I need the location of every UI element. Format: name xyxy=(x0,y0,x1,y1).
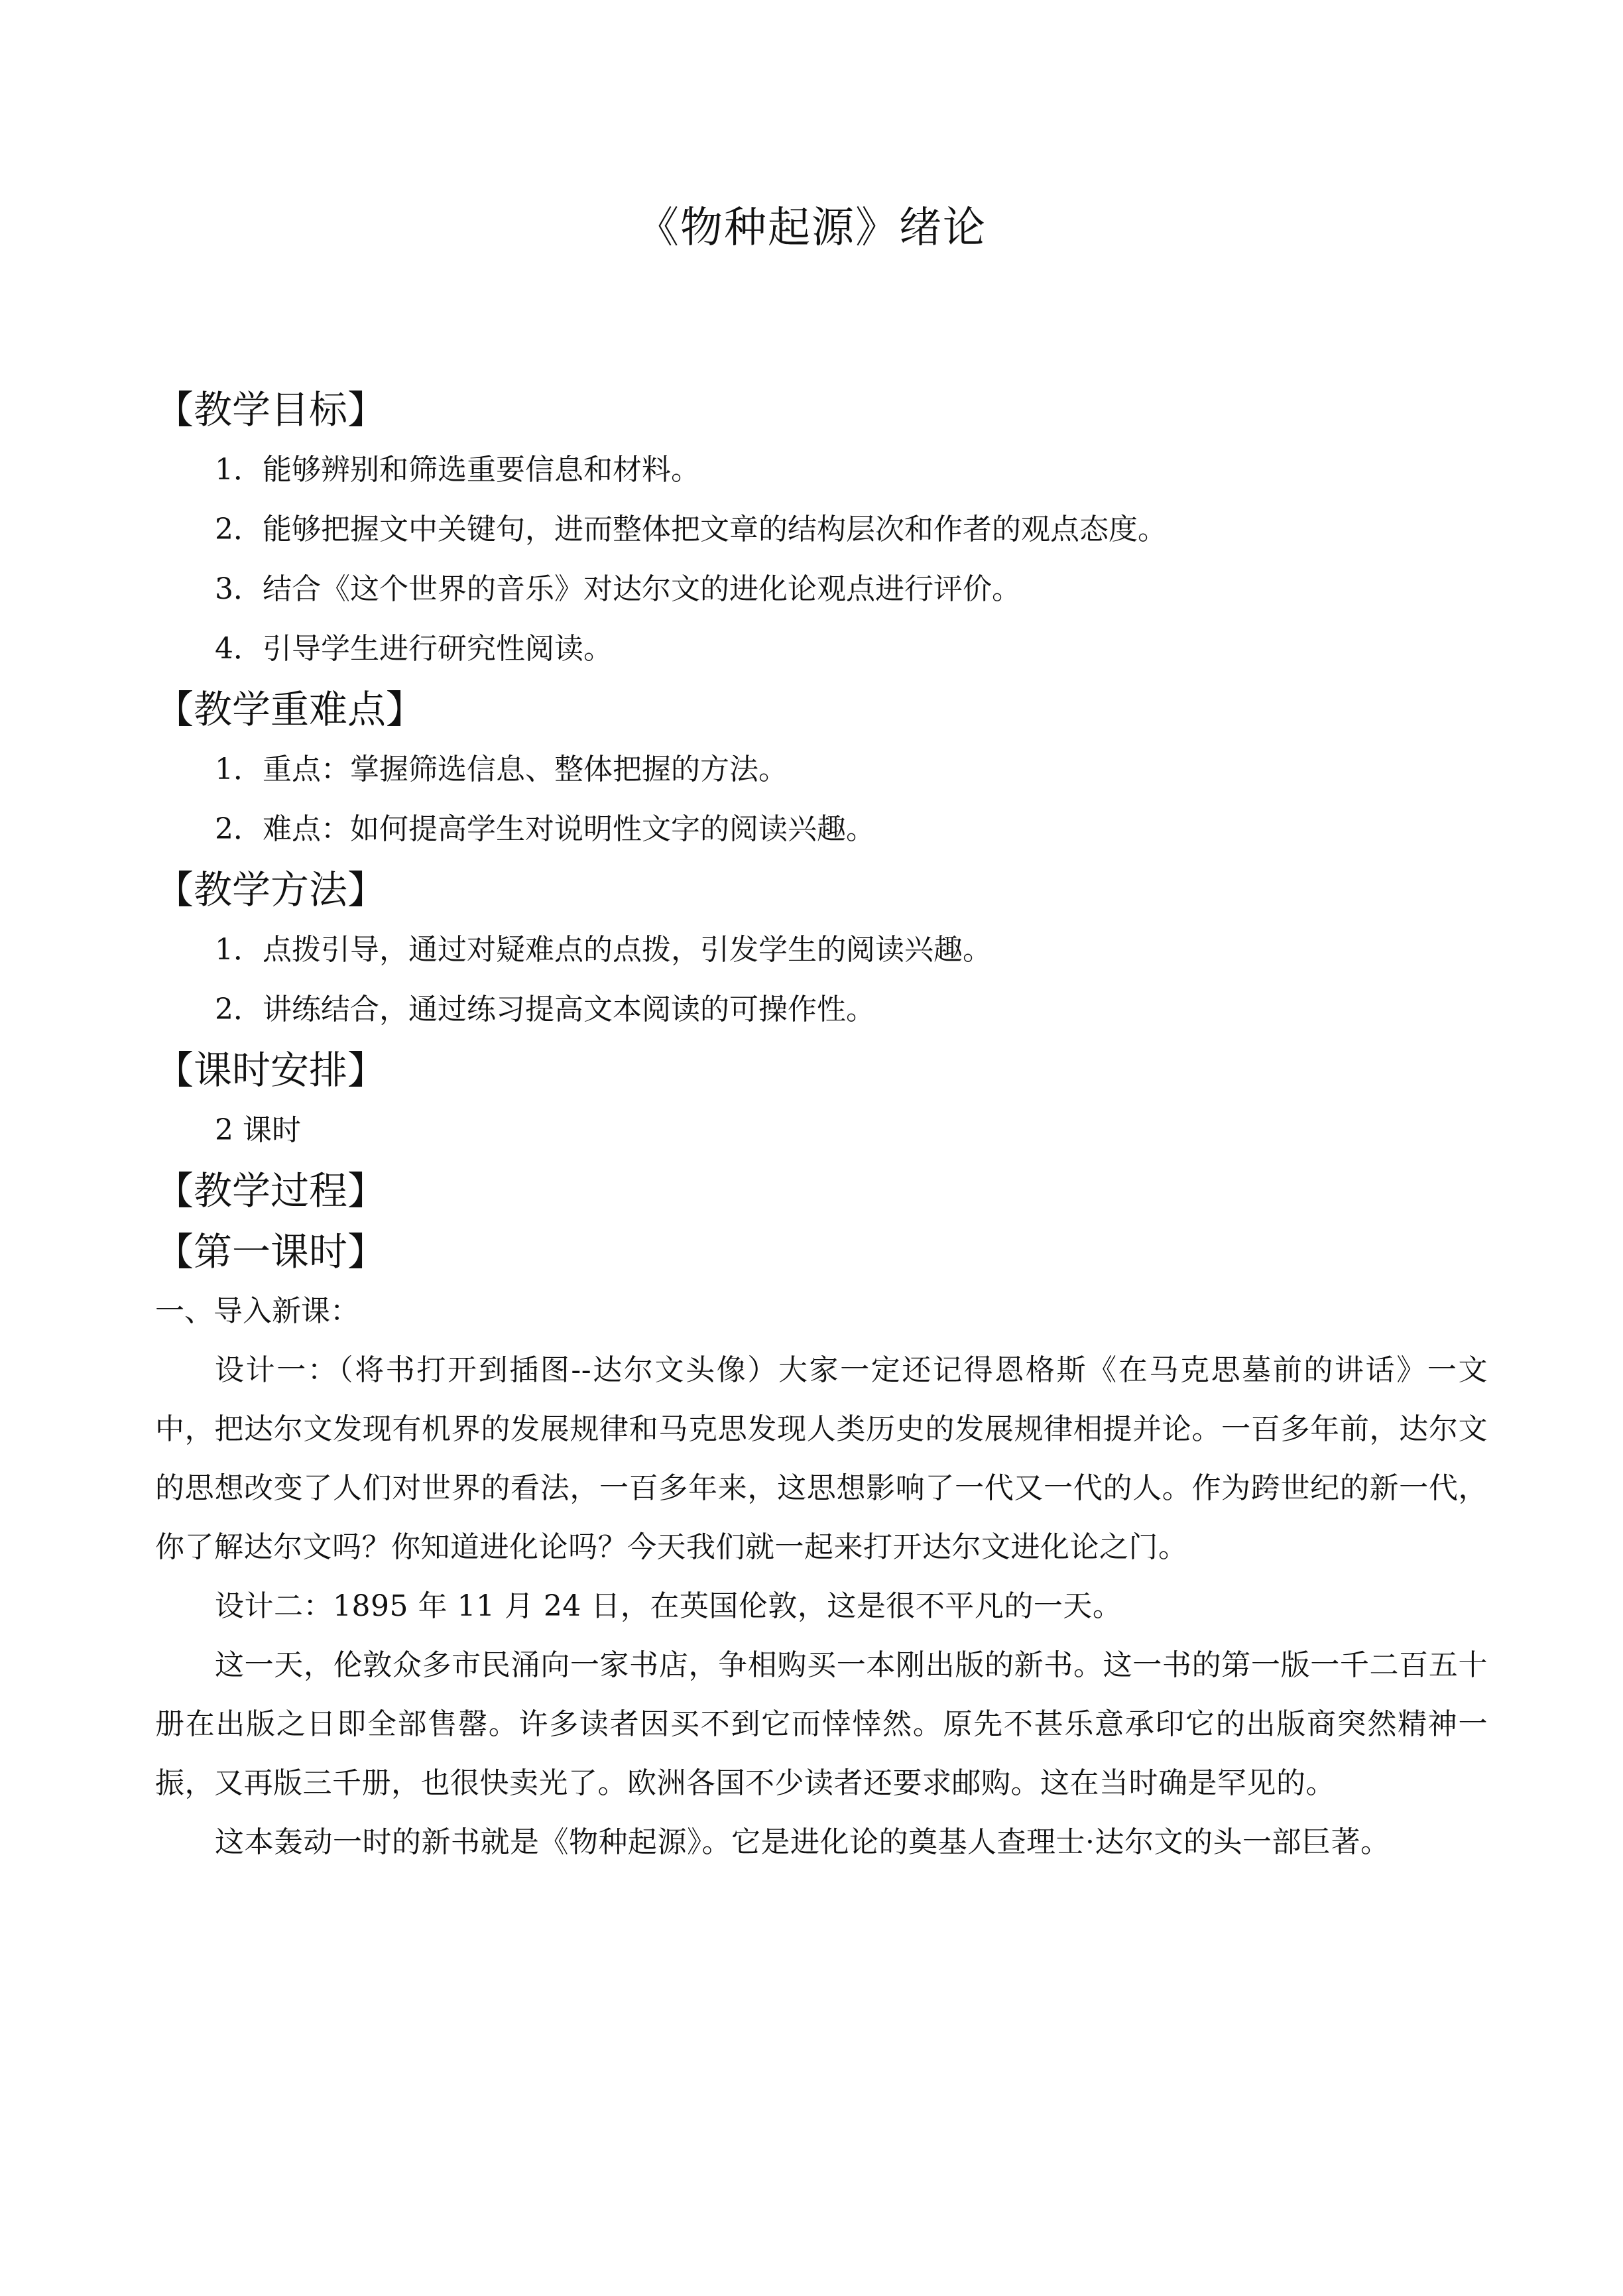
section-heading: 【教学方法】 xyxy=(155,867,387,912)
document-body xyxy=(155,379,1488,1872)
list-item: 2．能够把握文中关键句，进而整体把文章的结构层次和作者的观点态度。 xyxy=(215,513,1167,546)
section-heading: 【教学目标】 xyxy=(155,387,387,432)
section-teaching-objectives xyxy=(155,379,1488,679)
list-item: 2．讲练结合，通过练习提高文本阅读的可操作性。 xyxy=(215,993,875,1026)
paragraph-london: 这一天，伦敦众多市民涌向一家书店，争相购买一本刚出版的新书。这一书的第一版一千二百五十册在出版之日即全部售罄。许多读者因买不到它而悻悻然。原先不甚乐意承印它的出版商突然精神一振，又再版三千册，也很快卖光了。欧洲各国不少读者还要求邮购。这在当时确是罕见的。 xyxy=(155,1648,1488,1800)
process-heading: 【教学过程】 xyxy=(155,1168,387,1213)
subsection-title: 一、导入新课： xyxy=(155,1294,359,1328)
list-item: 2 课时 xyxy=(215,1113,301,1147)
paragraph-book: 这本轰动一时的新书就是《物种起源》。它是进化论的奠基人查理士·达尔文的头一部巨著。 xyxy=(215,1825,1390,1859)
paragraph-design-two: 设计二：1895 年 11 月 24 日，在英国伦敦，这是很不平凡的一天。 xyxy=(215,1589,1122,1623)
list-item: 1．点拨引导，通过对疑难点的点拨，引发学生的阅读兴趣。 xyxy=(215,933,992,967)
section-teaching-methods xyxy=(155,859,1488,1040)
list-item: 1．重点：掌握筛选信息、整体把握的方法。 xyxy=(215,753,788,786)
list-item: 4．引导学生进行研究性阅读。 xyxy=(215,632,613,666)
document-title: 《物种起源》绪论 xyxy=(636,204,987,253)
section-heading: 【课时安排】 xyxy=(155,1048,387,1093)
lesson-heading: 【第一课时】 xyxy=(155,1229,387,1274)
paragraph-design-one: 设计一：（将书打开到插图--达尔文头像）大家一定还记得恩格斯《在马克思墓前的讲话》一文中，把达尔文发现有机界的发展规律和马克思发现人类历史的发展规律相提并论。一百多年前，达尔文的思想改变了人们对世界的看法，一百多年来，这思想影响了一代又一代的人。作为跨世纪的新一代，你了解达尔文吗？你知道进化论吗？今天我们就一起来打开达尔文进化论之门。 xyxy=(155,1353,1488,1564)
section-key-difficulties xyxy=(155,679,1488,859)
list-item: 1．能够辨别和筛选重要信息和材料。 xyxy=(215,453,700,487)
list-item: 2．难点：如何提高学生对说明性文字的阅读兴趣。 xyxy=(215,812,875,846)
list-item: 3．结合《这个世界的音乐》对达尔文的进化论观点进行评价。 xyxy=(215,572,1021,606)
section-schedule xyxy=(155,1040,1488,1160)
section-heading: 【教学重难点】 xyxy=(155,687,425,732)
